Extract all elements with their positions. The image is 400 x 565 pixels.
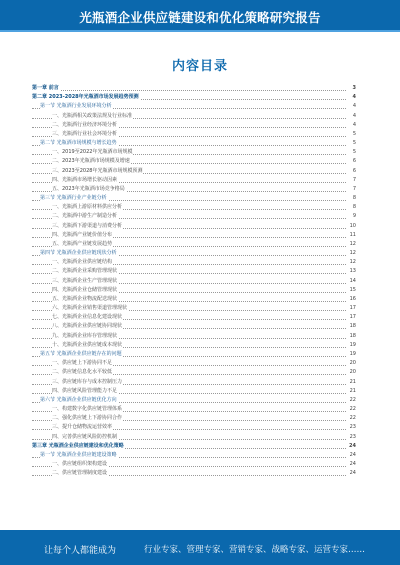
toc-entry[interactable] — [32, 157, 356, 166]
toc-entry[interactable] — [32, 451, 356, 460]
toc-entry-page: 24 — [349, 442, 356, 449]
toc-entry[interactable] — [32, 112, 356, 121]
toc-entry[interactable] — [32, 423, 356, 432]
toc-entry-text: 五、光瓶酒企业物流配送现状 — [52, 295, 118, 302]
footer-tagline: 行业专家、管理专家、营销专家、战略专家、运营专家…… — [144, 545, 366, 555]
footer-bar — [0, 530, 400, 565]
toc-entry-page: 22 — [349, 396, 356, 403]
toc-entry-page: 3 — [352, 85, 356, 91]
toc-entry-page: 4 — [352, 112, 356, 119]
toc-entry-text: 二、2023年光瓶酒市场规模及增速 — [52, 158, 130, 165]
toc-entry-text: 六、光瓶酒企业销售渠道管理现状 — [52, 305, 128, 312]
toc-entry-text: 三、光瓶酒行业社会环境分析 — [52, 130, 118, 137]
toc-entry-page: 5 — [352, 149, 356, 156]
toc-entry-page: 6 — [352, 167, 356, 174]
toc-entry-text: 三、提升仓储物流运营效率 — [52, 424, 113, 431]
toc-entry-text: 四、光瓶酒市场增长驱动因素 — [52, 176, 118, 183]
toc-entry[interactable] — [32, 295, 356, 304]
toc-entry-page: 21 — [349, 378, 356, 385]
toc-entry[interactable] — [32, 332, 356, 341]
toc-entry-page: 9 — [352, 213, 356, 220]
toc-entry-page: 20 — [349, 369, 356, 376]
toc-entry-text: 二、供应链信息化水平较低 — [52, 369, 113, 376]
toc-entry[interactable] — [32, 84, 356, 93]
toc-entry-page: 16 — [349, 295, 356, 302]
toc-entry[interactable] — [32, 93, 356, 102]
toc-entry[interactable] — [32, 322, 356, 331]
toc-entry[interactable] — [32, 313, 356, 322]
toc-entry-page: 18 — [349, 323, 356, 330]
toc-entry-page: 4 — [352, 121, 356, 128]
toc-entry-text: 八、光瓶酒企业供应链协同现状 — [52, 323, 123, 330]
toc-entry-text: 一、构建数字化供应链管理体系 — [52, 406, 123, 413]
toc-entry[interactable] — [32, 387, 356, 396]
toc-entry-text: 四、光瓶酒产业链价值分布 — [52, 231, 113, 238]
toc-entry-page: 12 — [349, 240, 356, 247]
toc-entry-page: 15 — [349, 286, 356, 293]
toc-entry[interactable] — [32, 249, 356, 258]
toc-entry-page: 14 — [349, 277, 356, 284]
toc-entry-text: 第五节 光瓶酒企业供应链存在的问题 — [40, 350, 122, 357]
toc-entry[interactable] — [32, 148, 356, 157]
toc-entry[interactable] — [32, 368, 356, 377]
toc-entry[interactable] — [32, 341, 356, 350]
toc-entry-text: 第一章 前言 — [32, 85, 59, 91]
toc-entry[interactable] — [32, 359, 356, 368]
toc-entry-page: 20 — [349, 360, 356, 367]
toc-entry-page: 23 — [349, 433, 356, 440]
toc-entry[interactable] — [32, 231, 356, 240]
toc-entry-text: 三、2023至2028年光瓶酒市场规模预测 — [52, 167, 143, 174]
toc-entry-text: 一、供应链上下游协同不足 — [52, 360, 113, 367]
toc-entry-text: 二、光瓶酒企业采购管理现状 — [52, 268, 118, 275]
toc-heading: 内容目录 — [171, 59, 228, 74]
toc-entry-page: 6 — [352, 158, 356, 165]
toc-entry-page: 11 — [349, 231, 356, 238]
toc-entry-text: 第四节 光瓶酒企业供应链现状分析 — [40, 250, 117, 257]
toc-entry-text: 第一节 光瓶酒企业供应链建设策略 — [40, 451, 117, 458]
toc-entry[interactable] — [32, 176, 356, 185]
toc-entry-page: 5 — [352, 130, 356, 137]
toc-entry[interactable] — [32, 194, 356, 203]
toc-entry-text: 三、供应链库存与成本控制压力 — [52, 378, 123, 385]
toc-entry[interactable] — [32, 396, 356, 405]
toc-entry-text: 四、供应链风险管理能力不足 — [52, 387, 118, 394]
toc-entry-text: 十、光瓶酒企业供应链成本现状 — [52, 341, 123, 348]
toc-entry[interactable] — [32, 102, 356, 111]
toc-entry-text: 第六节 光瓶酒企业供应链优化方向 — [40, 396, 117, 403]
toc-entry-page: 24 — [349, 451, 356, 458]
toc-entry-page: 12 — [349, 250, 356, 257]
toc-entry-text: 一、供应链组织架构建设 — [52, 461, 108, 468]
toc-entry[interactable] — [32, 121, 356, 130]
toc-entry-page: 18 — [349, 332, 356, 339]
toc-entry-text: 一、2019至2022年光瓶酒市场规模 — [52, 149, 133, 156]
toc-entry[interactable] — [32, 286, 356, 295]
toc-entry-page: 21 — [349, 387, 356, 394]
report-title: 光瓶酒企业供应链建设和优化策略研究报告 — [79, 10, 321, 25]
dot-leader — [32, 90, 346, 91]
header-accent-line — [0, 30, 400, 32]
toc-entry[interactable] — [32, 350, 356, 359]
toc-entry-page: 4 — [352, 103, 356, 110]
toc-entry-text: 一、光瓶酒企业供应链结构 — [52, 259, 113, 266]
toc-entry-text: 四、完善供应链风险防控机制 — [52, 433, 118, 440]
toc-entry-page: 22 — [349, 406, 356, 413]
toc-entry-text: 二、光瓶酒行业经济环境分析 — [52, 121, 118, 128]
toc-entry-text: 第三节 光瓶酒行业产业链分析 — [40, 195, 107, 202]
toc-entry[interactable] — [32, 378, 356, 387]
toc-entry-page: 5 — [352, 140, 356, 147]
toc-entry[interactable] — [32, 212, 356, 221]
toc-entry-text: 四、光瓶酒企业仓储管理现状 — [52, 286, 118, 293]
toc-entry[interactable] — [32, 469, 356, 478]
toc-entry[interactable] — [32, 240, 356, 249]
toc-entry-text: 第二节 光瓶酒市场规模与增长趋势 — [40, 140, 117, 147]
toc-entry[interactable] — [32, 405, 356, 414]
toc-entry-page: 24 — [349, 461, 356, 468]
toc-entry-text: 三、光瓶酒企业生产管理现状 — [52, 277, 118, 284]
toc-entry-text: 第一节 光瓶酒行业发展环境分析 — [40, 103, 112, 110]
toc-entry[interactable] — [32, 185, 356, 194]
toc-entry-page: 13 — [349, 268, 356, 275]
toc-entry-text: 三、光瓶酒下游渠道与消费分析 — [52, 222, 123, 229]
toc-entry-page: 23 — [349, 424, 356, 431]
toc-entry-text: 九、光瓶酒企业库存管理现状 — [52, 332, 118, 339]
toc-entry[interactable] — [32, 130, 356, 139]
toc-entry-page: 4 — [352, 94, 356, 101]
toc-entry[interactable] — [32, 442, 356, 451]
toc-entry-text: 第二章 2023-2028年光瓶酒市场发展趋势预测 — [32, 94, 139, 101]
toc-entry-text: 七、光瓶酒企业信息化建设现状 — [52, 314, 123, 321]
toc-entry-page: 10 — [349, 222, 356, 229]
toc-entry-page: 7 — [352, 176, 356, 183]
toc-entry-text: 第三章 光瓶酒企业供应链建设和优化策略 — [32, 442, 124, 449]
toc-entry-page: 17 — [349, 305, 356, 312]
toc-entry[interactable] — [32, 267, 356, 276]
toc-entry[interactable] — [32, 414, 356, 423]
toc-entry-text: 五、光瓶酒产业链发展趋势 — [52, 240, 113, 247]
toc-entry[interactable] — [32, 304, 356, 313]
header-bar — [0, 0, 400, 32]
toc-entry-page: 12 — [349, 259, 356, 266]
toc-entry[interactable] — [32, 222, 356, 231]
toc-entry-text: 二、强化供应链上下游协同合作 — [52, 415, 123, 422]
toc-entry-page: 24 — [349, 470, 356, 477]
toc-entry-text: 二、供应链管理制度建设 — [52, 470, 108, 477]
toc-entry[interactable] — [32, 139, 356, 148]
toc-entry[interactable] — [32, 433, 356, 442]
toc-entry[interactable] — [32, 203, 356, 212]
toc-entry-page: 8 — [352, 204, 356, 211]
table-of-contents — [32, 84, 356, 478]
toc-entry[interactable] — [32, 460, 356, 469]
toc-entry-page: 19 — [349, 350, 356, 357]
footer-slogan: 让每个人都能成为 — [44, 546, 117, 556]
toc-entry-page: 19 — [349, 341, 356, 348]
toc-entry-page: 8 — [352, 195, 356, 202]
toc-entry-text: 一、光瓶酒上游原材料供应分析 — [52, 204, 123, 211]
toc-entry-page: 17 — [349, 314, 356, 321]
toc-entry-text: 二、光瓶酒中游生产制造分析 — [52, 213, 118, 220]
toc-entry[interactable] — [32, 167, 356, 176]
toc-entry[interactable] — [32, 258, 356, 267]
toc-entry-text: 五、2023年光瓶酒市场竞争格局 — [52, 185, 125, 192]
toc-entry[interactable] — [32, 277, 356, 286]
toc-entry-text: 一、光瓶酒相关政策法规及行业标准 — [52, 112, 133, 119]
toc-entry-page: 22 — [349, 415, 356, 422]
toc-entry-page: 7 — [352, 185, 356, 192]
